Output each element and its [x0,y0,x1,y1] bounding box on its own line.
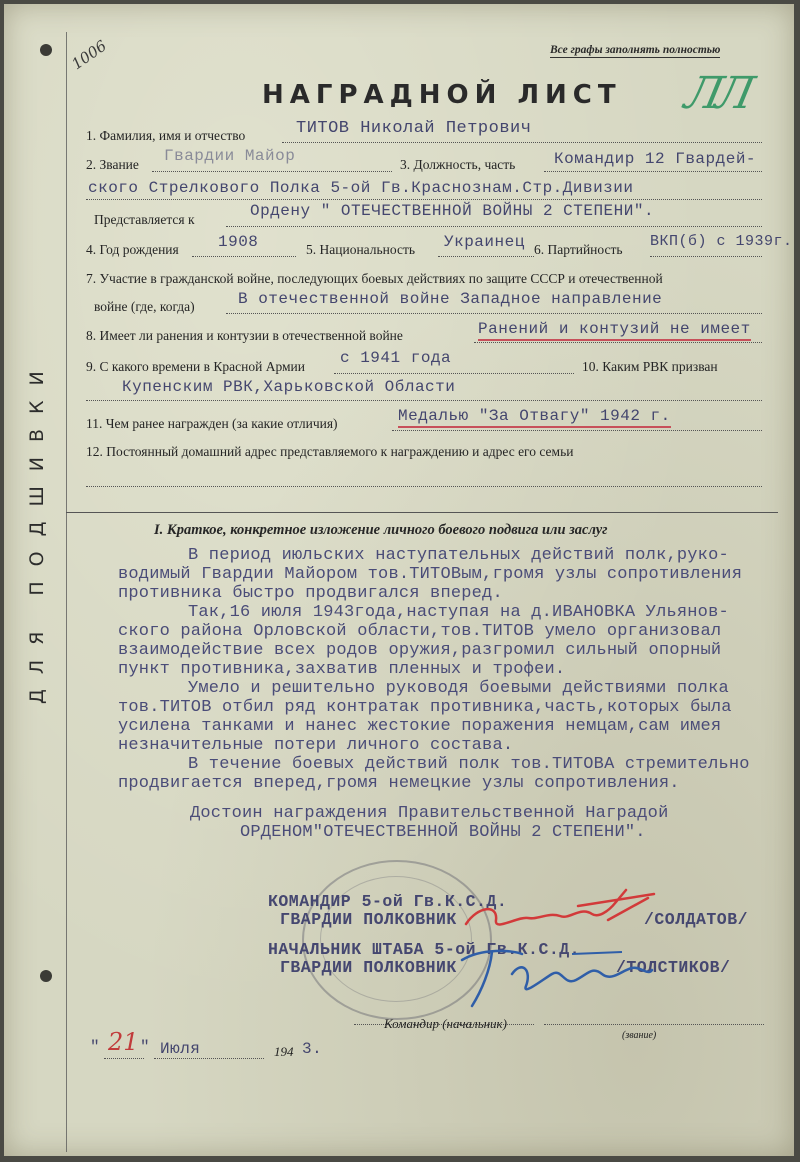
binding-side-caption: ДЛЯ ПОДШИВКИ [26,356,48,704]
field-8-wounds: Ранений и контузий не имеет [478,320,751,341]
field-10-draft-office: Купенским РВК,Харьковской Области [122,378,456,396]
date-month-line [154,1058,264,1059]
field-6-label: 6. Партийность [534,242,623,257]
rank-caption: (звание) [622,1030,657,1041]
field-3-line [544,171,762,172]
field-10-label: 10. Каким РВК призван [582,359,718,374]
narrative-line-1: В период июльских наступательных действий полк,руко- [188,546,729,565]
field-3-position-line1: Командир 12 Гвардей- [554,150,757,168]
date-close-quote: " [140,1038,151,1056]
date-open-quote: " [90,1038,101,1056]
binding-hole-bottom [40,970,52,982]
field-10-line [86,400,762,401]
field-7-label-line1: 7. Участие в гражданской войне, последующих боевых действиях по защите СССР и отечественной [86,271,663,286]
narrative-line-4: Так,16 июля 1943года,наступая на д.ИВАНОВКА Ульянов- [188,603,729,622]
blue-signature [452,930,662,1020]
field-11-line [392,430,762,431]
chief-of-staff-title-line1: НАЧАЛЬНИК ШТАБА 5-ой Гв.К.С.Д. [268,940,581,959]
section-divider [66,512,778,513]
field-5-nationality: Украинец [444,233,525,251]
narrative-line-2: водимый Гвардии Майором тов.ТИТОВым,громя узлы сопротивления [118,565,743,584]
narrative-line-11: незначительные потери личного состава. [118,736,514,755]
chief-of-staff-name: /ТОЛСТИКОВ/ [616,958,731,977]
field-3-line2 [86,199,762,200]
narrative-line-12: В течение боевых действий полк тов.ТИТОВА стремительно [188,755,750,774]
narrative-line-6: взаимодействие всех родов оружия,разгромил сильный опорный [118,641,722,660]
field-11-previous-awards: Медалью "За Отвагу" 1942 г. [398,407,671,428]
field-5-label: 5. Национальность [306,242,416,257]
date-year-prefix: 194 [274,1044,294,1059]
field-4-line [192,256,296,257]
chief-of-staff-title-line2: ГВАРДИИ ПОЛКОВНИК [280,958,457,977]
field-1-line [282,142,762,143]
narrative-line-13: продвигается вперед,громя немецкие узлы сопротивления. [118,774,680,793]
field-9-line [334,373,574,374]
field-8-label: 8. Имеет ли ранения и контузии в отечественной войне [86,328,403,343]
field-1-full-name: ТИТОВ Николай Петрович [296,119,532,138]
field-12-line1 [86,486,762,487]
corner-handwritten-number: 1006 [68,36,110,74]
rank-signature-line [544,1024,764,1025]
presented-label: Представляется к [94,212,195,227]
field-9-label: 9. С какого времени в Красной Армии [86,359,305,374]
field-3-label: 3. Должность, часть [400,157,516,172]
narrative-line-9: тов.ТИТОВ отбил ряд контратак противника,часть,которых была [118,698,732,717]
green-archive-mark: ЛЛ [680,68,753,119]
conclusion-line-1: Достоин награждения Правительственной Наградой [190,804,669,823]
field-5-line [438,256,534,257]
field-4-birth-year: 1908 [218,233,259,251]
narrative-line-10: усилена танками и нанес жестокие поражения немцам,сам имея [118,717,722,736]
date-day-line [104,1058,144,1059]
date-year-suffix: 3. [302,1040,323,1058]
fill-all-fields-note: Все графы заполнять полностью [550,44,721,56]
narrative-line-7: пункт противника,захватив пленных и трофеи. [118,660,566,679]
commander-title-line2: ГВАРДИИ ПОЛКОВНИК [280,910,457,929]
field-2-line [152,171,392,172]
field-1-label: 1. Фамилия, имя и отчество [86,128,246,143]
date-month: Июля [160,1040,201,1058]
presented-line [226,226,762,227]
field-7-line [226,313,762,314]
field-11-label: 11. Чем ранее награжден (за какие отличия) [86,416,338,431]
narrative-line-3: противника быстро продвигался вперед. [118,584,503,603]
field-8-line [474,342,762,343]
commander-caption: Командир (начальник) [384,1016,507,1031]
binding-hole-top [40,44,52,56]
field-12-label: 12. Постоянный домашний адрес представляемого к награждению и адрес его семьи [86,444,574,459]
field-6-line [650,256,762,257]
field-4-label: 4. Год рождения [86,242,179,257]
field-2-rank: Гвардии Майор [164,147,296,165]
conclusion-line-2: ОРДЕНОМ"ОТЕЧЕСТВЕННОЙ ВОЙНЫ 2 СТЕПЕНИ". [240,823,646,842]
field-9-army-since: с 1941 года [340,349,452,367]
narrative-line-8: Умело и решительно руководя боевыми действиями полка [188,679,729,698]
narrative-line-5: ского района Орловской области,тов.ТИТОВ умело организовал [118,622,722,641]
binding-margin-line [66,32,67,1152]
commander-title-line1: КОМАНДИР 5-ой Гв.К.С.Д. [268,892,508,911]
commander-name: /СОЛДАТОВ/ [644,910,749,929]
field-7-war-participation: В отечественной войне Западное направление [238,290,663,308]
date-day: 21 [108,1028,139,1056]
field-2-label: 2. Звание [86,157,139,172]
field-3-position-line2: ского Стрелкового Полка 5-ой Гв.Краснознам.Стр.Дивизии [88,179,634,197]
section-1-title: I. Краткое, конкретное изложение личного боевого подвига или заслуг [154,522,608,538]
field-7-label-line2: войне (где, когда) [94,299,195,314]
document-title: НАГРАДНОЙ ЛИСТ [262,80,622,110]
presented-award: Ордену " ОТЕЧЕСТВЕННОЙ ВОЙНЫ 2 СТЕПЕНИ". [250,202,655,220]
award-sheet-page [4,4,794,1156]
field-6-party: ВКП(б) с 1939г. [650,233,793,250]
